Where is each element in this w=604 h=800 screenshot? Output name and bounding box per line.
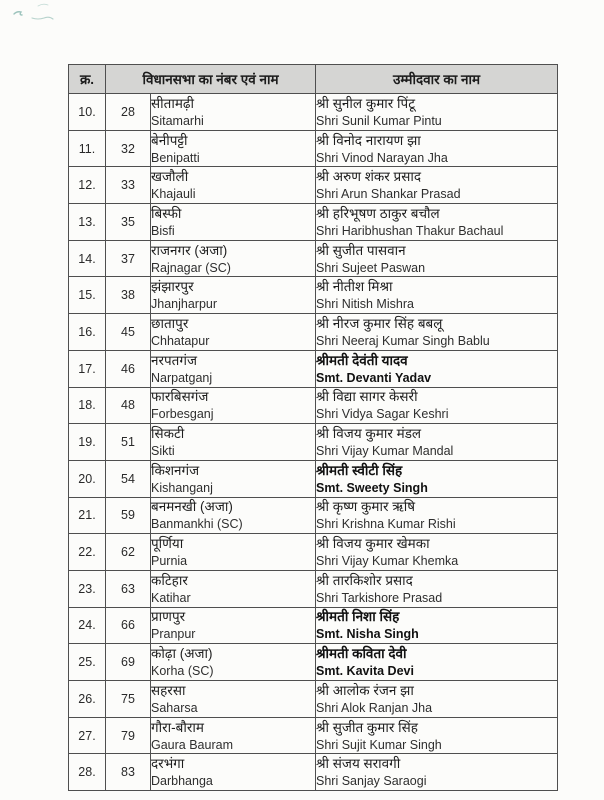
constituency-number: 35 [106, 204, 151, 241]
candidate-name-english: Shri Haribhushan Thakur Bachaul [316, 223, 504, 238]
constituency-name-cell [151, 681, 316, 718]
candidate-name-hindi: श्री तारकिशोर प्रसाद [316, 572, 413, 588]
constituency-name-english: Sitamarhi [151, 113, 204, 128]
table-row [69, 240, 558, 277]
constituency-name-cell [151, 204, 316, 241]
candidate-name-english: Smt. Sweety Singh [316, 480, 428, 495]
constituency-name-cell [151, 570, 316, 607]
constituency-name-english: Katihar [151, 590, 191, 605]
constituency-name-cell [151, 644, 316, 681]
constituency-name-cell [151, 167, 316, 204]
serial-number: 11. [69, 130, 106, 167]
candidate-name-hindi: श्री नीतीश मिश्रा [316, 279, 393, 295]
serial-number: 23. [69, 570, 106, 607]
serial-number: 25. [69, 644, 106, 681]
constituency-name-english: Rajnagar (SC) [151, 260, 231, 275]
constituency-name-english: Khajauli [151, 187, 196, 202]
serial-number: 21. [69, 497, 106, 534]
serial-number: 16. [69, 314, 106, 351]
serial-number: 24. [69, 607, 106, 644]
candidate-name-english: Shri Neeraj Kumar Singh Bablu [316, 333, 490, 348]
constituency-number: 28 [106, 94, 151, 131]
constituency-number: 83 [106, 754, 151, 791]
candidate-name-english: Shri Sanjay Saraogi [316, 774, 427, 789]
constituency-name-cell [151, 130, 316, 167]
candidate-name-hindi: श्री विद्या सागर केसरी [316, 389, 418, 405]
constituency-name-cell [151, 497, 316, 534]
constituency-name-cell [151, 754, 316, 791]
constituency-name-hindi: झंझारपुर [151, 279, 194, 295]
table-row [69, 607, 558, 644]
table-row [69, 94, 558, 131]
candidate-name-hindi: श्री संजय सरावगी [316, 756, 401, 772]
serial-number: 10. [69, 94, 106, 131]
constituency-name-english: Saharsa [151, 700, 198, 715]
table-row [69, 277, 558, 314]
candidate-name-hindi: श्री विनोद नारायण झा [316, 132, 421, 148]
constituency-name-english: Forbesganj [151, 407, 214, 422]
constituency-name-hindi: कटिहार [151, 572, 188, 588]
candidate-name-hindi: श्री कृष्ण कुमार ऋषि [316, 499, 416, 515]
constituency-name-hindi: फारबिसगंज [151, 389, 209, 405]
candidate-name-english: Shri Vijay Kumar Khemka [316, 554, 459, 569]
table-row [69, 534, 558, 571]
candidate-name-english: Shri Arun Shankar Prasad [316, 187, 461, 202]
constituency-number: 75 [106, 681, 151, 718]
candidate-name-hindi: श्रीमती निशा सिंह [316, 609, 400, 625]
constituency-name-cell [151, 314, 316, 351]
candidate-name-cell [316, 387, 558, 424]
candidate-name-cell [316, 497, 558, 534]
constituency-name-cell [151, 460, 316, 497]
table-row [69, 314, 558, 351]
constituency-number: 51 [106, 424, 151, 461]
candidate-name-english: Smt. Kavita Devi [316, 664, 414, 679]
table-body [69, 94, 558, 791]
candidate-name-hindi: श्री विजय कुमार खेमका [316, 536, 430, 552]
constituency-name-english: Chhatapur [151, 333, 210, 348]
table-row [69, 644, 558, 681]
constituency-number: 54 [106, 460, 151, 497]
candidate-name-cell [316, 754, 558, 791]
constituency-number: 38 [106, 277, 151, 314]
candidate-name-hindi: श्री सुजीत कुमार सिंह [316, 719, 418, 735]
constituency-number: 33 [106, 167, 151, 204]
table-row [69, 167, 558, 204]
candidate-name-english: Shri Krishna Kumar Rishi [316, 517, 456, 532]
candidate-name-hindi: श्रीमती देवंती यादव [316, 352, 408, 368]
constituency-name-english: Darbhanga [151, 774, 213, 789]
candidate-name-english: Shri Vinod Narayan Jha [316, 150, 448, 165]
candidate-name-english: Shri Tarkishore Prasad [316, 590, 443, 605]
table-row [69, 681, 558, 718]
constituency-name-cell [151, 277, 316, 314]
constituency-name-cell [151, 607, 316, 644]
serial-number: 15. [69, 277, 106, 314]
constituency-name-hindi: छातापुर [151, 315, 189, 331]
table-row [69, 350, 558, 387]
constituency-name-hindi: सिकटी [151, 426, 185, 442]
constituency-name-hindi: पूर्णिया [151, 536, 184, 552]
constituency-name-english: Bisfi [151, 223, 175, 238]
candidate-name-hindi: श्रीमती कविता देवी [316, 646, 407, 662]
table-row [69, 570, 558, 607]
candidate-name-cell [316, 130, 558, 167]
constituency-number: 45 [106, 314, 151, 351]
constituency-number: 62 [106, 534, 151, 571]
candidate-name-english: Shri Nitish Mishra [316, 297, 414, 312]
candidate-name-english: Shri Vijay Kumar Mandal [316, 444, 454, 459]
candidate-name-english: Shri Alok Ranjan Jha [316, 700, 433, 715]
green-pen-scribble-icon [8, 0, 78, 30]
constituency-number: 79 [106, 717, 151, 754]
constituency-name-cell [151, 240, 316, 277]
constituency-name-cell [151, 424, 316, 461]
constituency-name-hindi: सहरसा [151, 682, 186, 698]
constituency-number: 46 [106, 350, 151, 387]
candidate-name-cell [316, 204, 558, 241]
constituency-name-english: Sikti [151, 444, 175, 459]
constituency-name-hindi: दरभंगा [151, 756, 185, 772]
constituency-name-hindi: नरपतगंज [151, 352, 197, 368]
constituency-name-hindi: प्राणपुर [151, 609, 186, 625]
candidate-name-hindi: श्री आलोक रंजन झा [316, 682, 414, 698]
constituency-name-english: Pranpur [151, 627, 196, 642]
constituency-number: 37 [106, 240, 151, 277]
candidate-name-cell [316, 94, 558, 131]
constituency-number: 69 [106, 644, 151, 681]
constituency-name-english: Korha (SC) [151, 664, 214, 679]
constituency-number: 63 [106, 570, 151, 607]
candidate-name-cell [316, 240, 558, 277]
constituency-name-hindi: गौरा-बौराम [151, 719, 204, 735]
candidate-name-cell [316, 277, 558, 314]
col-header-candidate: उम्मीदवार का नाम [316, 65, 558, 94]
table-row [69, 460, 558, 497]
constituency-name-english: Purnia [151, 554, 188, 569]
candidate-name-cell [316, 681, 558, 718]
constituency-name-cell [151, 534, 316, 571]
serial-number: 17. [69, 350, 106, 387]
constituency-number: 59 [106, 497, 151, 534]
col-header-constituency: विधानसभा का नंबर एवं नाम [106, 65, 316, 94]
candidate-name-hindi: श्रीमती स्वीटी सिंह [316, 462, 403, 478]
constituency-number: 32 [106, 130, 151, 167]
constituency-name-english: Jhanjharpur [151, 297, 218, 312]
table-row [69, 497, 558, 534]
candidate-name-hindi: श्री अरुण शंकर प्रसाद [316, 169, 421, 185]
candidate-name-cell [316, 534, 558, 571]
table-row [69, 387, 558, 424]
candidate-name-cell [316, 314, 558, 351]
candidate-name-cell [316, 350, 558, 387]
table-row [69, 717, 558, 754]
candidate-name-english: Smt. Nisha Singh [316, 627, 419, 642]
candidate-name-english: Shri Sujeet Paswan [316, 260, 426, 275]
candidate-table [68, 64, 558, 791]
constituency-name-hindi: बेनीपट्टी [151, 132, 188, 148]
candidate-name-hindi: श्री सुनील कुमार पिंटू [316, 95, 416, 111]
candidate-name-english: Smt. Devanti Yadav [316, 370, 432, 385]
candidate-name-cell [316, 460, 558, 497]
candidate-name-cell [316, 570, 558, 607]
serial-number: 26. [69, 681, 106, 718]
constituency-name-english: Gaura Bauram [151, 737, 233, 752]
constituency-name-hindi: सीतामढ़ी [151, 95, 194, 111]
constituency-name-hindi: खजौली [151, 169, 189, 185]
serial-number: 19. [69, 424, 106, 461]
table-row [69, 204, 558, 241]
candidate-name-hindi: श्री हरिभूषण ठाकुर बचौल [316, 205, 440, 221]
candidate-name-cell [316, 424, 558, 461]
serial-number: 18. [69, 387, 106, 424]
candidate-name-english: Shri Vidya Sagar Keshri [316, 407, 449, 422]
candidate-name-hindi: श्री नीरज कुमार सिंह बबलू [316, 315, 443, 331]
serial-number: 27. [69, 717, 106, 754]
candidate-name-cell [316, 607, 558, 644]
constituency-name-hindi: बनमनखी (अजा) [151, 499, 233, 515]
serial-number: 22. [69, 534, 106, 571]
candidate-name-hindi: श्री विजय कुमार मंडल [316, 426, 422, 442]
constituency-name-cell [151, 387, 316, 424]
candidate-name-cell [316, 717, 558, 754]
constituency-name-english: Benipatti [151, 150, 200, 165]
candidate-name-english: Shri Sujit Kumar Singh [316, 737, 442, 752]
serial-number: 20. [69, 460, 106, 497]
candidate-name-english: Shri Sunil Kumar Pintu [316, 113, 442, 128]
candidate-name-cell [316, 167, 558, 204]
col-header-serial: क्र. [69, 65, 106, 94]
constituency-name-hindi: किशनगंज [151, 462, 200, 478]
serial-number: 13. [69, 204, 106, 241]
candidate-name-cell [316, 644, 558, 681]
constituency-name-english: Narpatganj [151, 370, 213, 385]
constituency-name-cell [151, 350, 316, 387]
table-header [69, 65, 558, 94]
serial-number: 12. [69, 167, 106, 204]
table-row [69, 754, 558, 791]
constituency-name-hindi: राजनगर (अजा) [151, 242, 228, 258]
header-row [69, 65, 558, 94]
constituency-name-english: Banmankhi (SC) [151, 517, 243, 532]
constituency-name-cell [151, 94, 316, 131]
constituency-name-hindi: बिस्फी [151, 205, 182, 221]
constituency-number: 66 [106, 607, 151, 644]
serial-number: 28. [69, 754, 106, 791]
constituency-name-cell [151, 717, 316, 754]
table-row [69, 424, 558, 461]
constituency-number: 48 [106, 387, 151, 424]
constituency-name-english: Kishanganj [151, 480, 213, 495]
serial-number: 14. [69, 240, 106, 277]
constituency-name-hindi: कोढ़ा (अजा) [151, 646, 213, 662]
table-row [69, 130, 558, 167]
candidate-name-hindi: श्री सुजीत पासवान [316, 242, 406, 258]
